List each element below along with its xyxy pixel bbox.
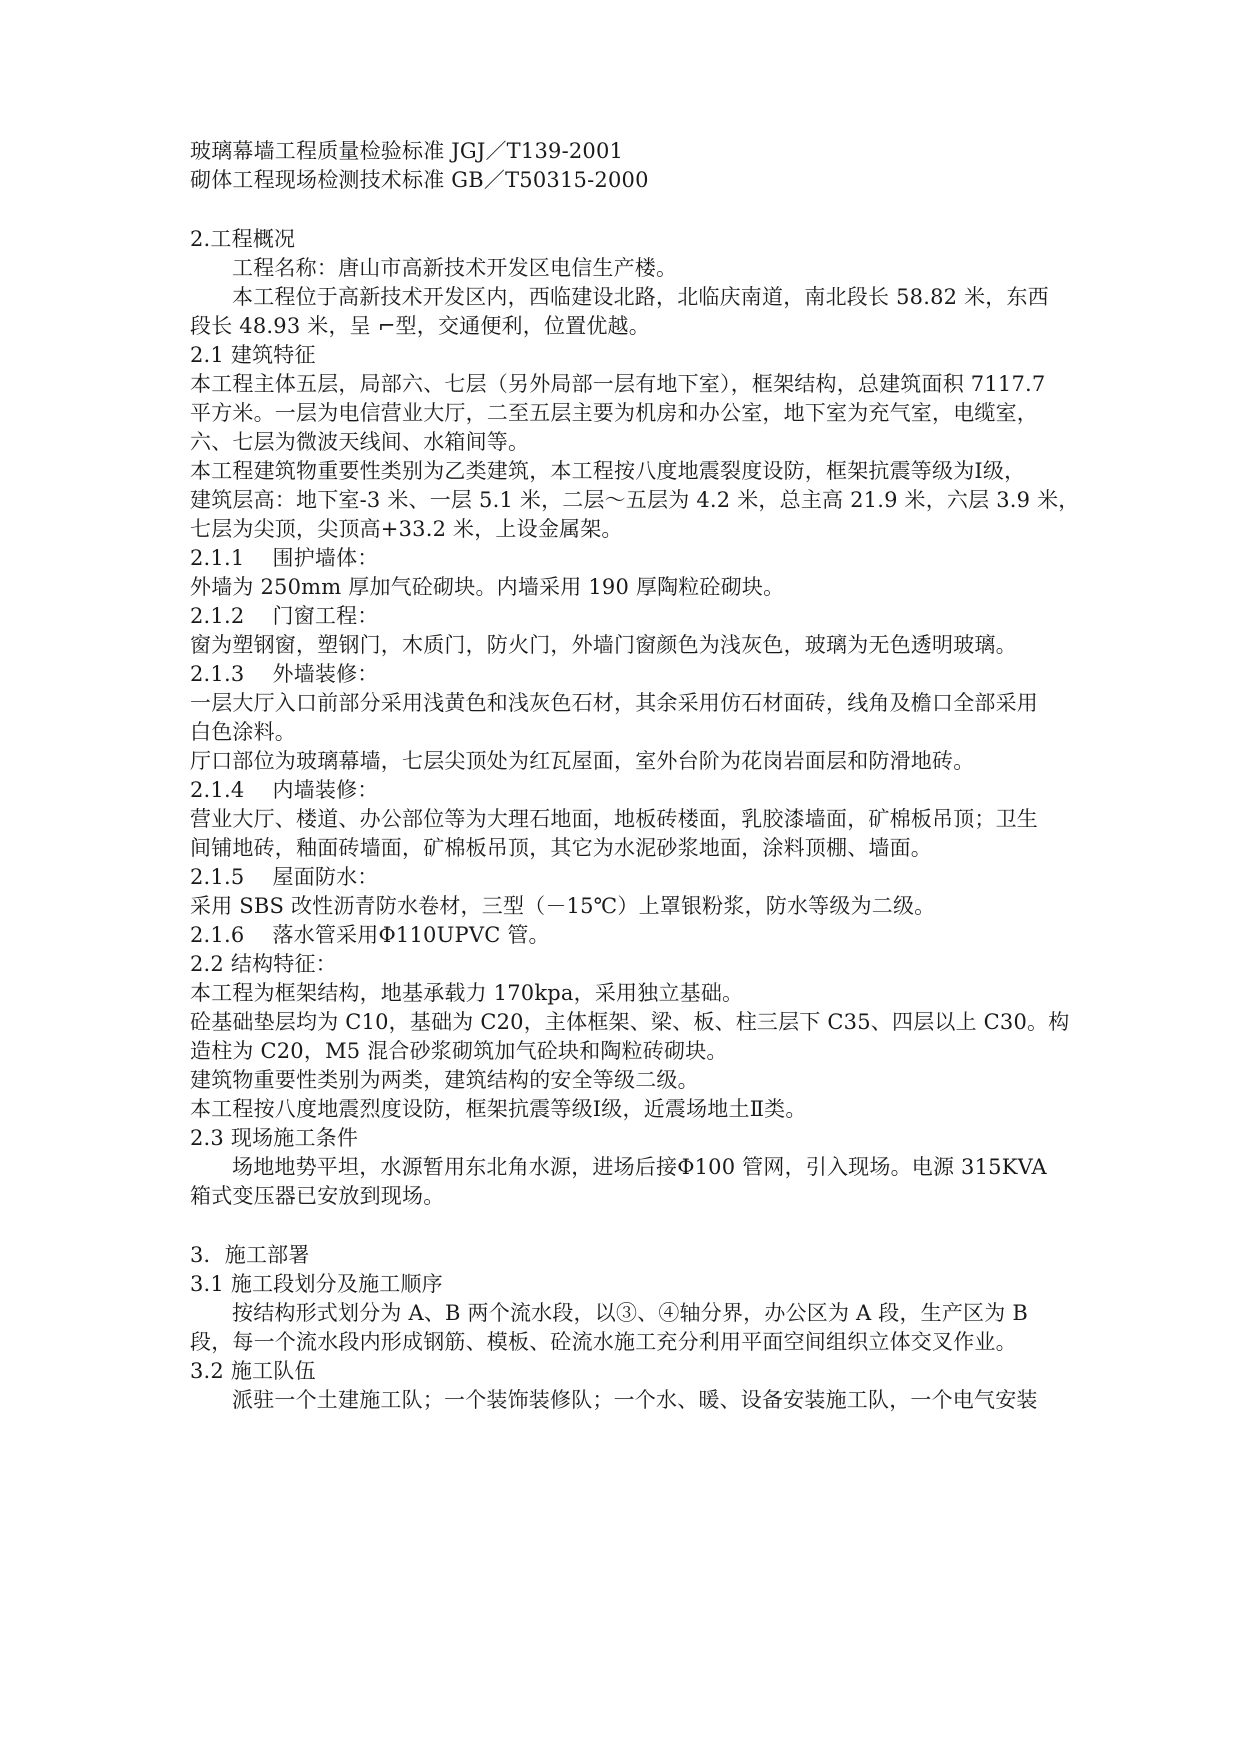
text-line: 一层大厅入口前部分采用浅黄色和浅灰色石材，其余采用仿石材面砖，线角及檐口全部采用 <box>190 691 1038 715</box>
subsection-heading: 2.1.1 围护墙体： <box>190 546 379 570</box>
text-line: 本工程主体五层，局部六、七层（另外局部一层有地下室），框架结构，总建筑面积 7117.7 <box>190 372 1046 396</box>
text-line: 本工程建筑物重要性类别为乙类建筑，本工程按八度地震裂度设防，框架抗震等级为Ⅰ级， <box>190 459 1026 483</box>
text-line: 平方米。一层为电信营业大厅，二至五层主要为机房和办公室，地下室为充气室，电缆室， <box>190 401 1038 425</box>
section-heading: 3．施工部署 <box>190 1243 310 1267</box>
text-line: 建筑物重要性类别为两类，建筑结构的安全等级二级。 <box>190 1068 699 1092</box>
subsection-heading: 2.1.6 落水管采用Φ110UPVC 管。 <box>190 923 550 947</box>
text-line: 建筑层高：地下室-3 米、一层 5.1 米，二层～五层为 4.2 米，总主高 21.9 米，六层 3.9 米， <box>190 488 1080 512</box>
text-line: 按结构形式划分为 A、B 两个流水段，以③、④轴分界，办公区为 A 段，生产区为 B <box>232 1301 1028 1325</box>
subsection-heading: 2.1.3 外墙装修： <box>190 662 379 686</box>
text-line: 砼基础垫层均为 C10，基础为 C20，主体框架、梁、板、柱三层下 C35、四层以上 C30。构 <box>190 1010 1070 1034</box>
text-line: 六、七层为微波天线间、水箱间等。 <box>190 430 530 454</box>
text-line: 营业大厅、楼道、办公部位等为大理石地面，地板砖楼面，乳胶漆墙面，矿棉板吊顶；卫生 <box>190 807 1038 831</box>
text-line: 造柱为 C20，M5 混合砂浆砌筑加气砼块和陶粒砖砌块。 <box>190 1039 728 1063</box>
text-line: 工程名称：唐山市高新技术开发区电信生产楼。 <box>232 256 678 280</box>
text-line: 场地地势平坦，水源暂用东北角水源，进场后接Φ100 管网，引入现场。电源 315KVA <box>232 1155 1047 1179</box>
subsection-heading: 2.1.4 内墙装修： <box>190 778 379 802</box>
text-line: 白色涂料。 <box>190 720 296 744</box>
text-line: 段，每一个流水段内形成钢筋、模板、砼流水施工充分利用平面空间组织立体交叉作业。 <box>190 1330 1017 1354</box>
text-line: 箱式变压器已安放到现场。 <box>190 1184 445 1208</box>
text-line: 派驻一个土建施工队；一个装饰装修队；一个水、暖、设备安装施工队，一个电气安装 <box>232 1388 1038 1412</box>
text-line: 七层为尖顶，尖顶高+33.2 米，上设金属架。 <box>190 517 623 541</box>
subsection-heading: 2.1.2 门窗工程： <box>190 604 379 628</box>
text-line: 玻璃幕墙工程质量检验标准 JGJ／T139-2001 <box>190 139 624 163</box>
section-heading: 2.2 结构特征： <box>190 952 337 976</box>
text-line: 段长 48.93 米，呈 ⌐型，交通便利，位置优越。 <box>190 314 650 338</box>
text-line: 间铺地砖，釉面砖墙面，矿棉板吊顶，其它为水泥砂浆地面，涂料顶棚、墙面。 <box>190 836 932 860</box>
text-line: 厅口部位为玻璃幕墙，七层尖顶处为红瓦屋面，室外台阶为花岗岩面层和防滑地砖。 <box>190 749 975 773</box>
text-line: 外墙为 250mm 厚加气砼砌块。内墙采用 190 厚陶粒砼砌块。 <box>190 575 785 599</box>
text-line: 窗为塑钢窗，塑钢门，木质门，防火门，外墙门窗颜色为浅灰色，玻璃为无色透明玻璃。 <box>190 633 1017 657</box>
text-line: 本工程位于高新技术开发区内，西临建设北路，北临庆南道，南北段长 58.82 米，东西 <box>232 285 1049 309</box>
text-line: 采用 SBS 改性沥青防水卷材，三型（－15℃）上罩银粉浆，防水等级为二级。 <box>190 894 936 918</box>
section-heading: 2.1 建筑特征 <box>190 343 316 367</box>
text-line: 砌体工程现场检测技术标准 GB／T50315-2000 <box>190 168 649 192</box>
text-line: 本工程按八度地震烈度设防，框架抗震等级Ⅰ级，近震场地土Ⅱ类。 <box>190 1097 807 1121</box>
section-heading: 3.1 施工段划分及施工顺序 <box>190 1272 443 1296</box>
section-heading: 2.工程概况 <box>190 227 296 251</box>
subsection-heading: 2.1.5 屋面防水： <box>190 865 379 889</box>
text-line: 本工程为框架结构，地基承载力 170kpa，采用独立基础。 <box>190 981 744 1005</box>
section-heading: 2.3 现场施工条件 <box>190 1126 359 1150</box>
section-heading: 3.2 施工队伍 <box>190 1359 316 1383</box>
